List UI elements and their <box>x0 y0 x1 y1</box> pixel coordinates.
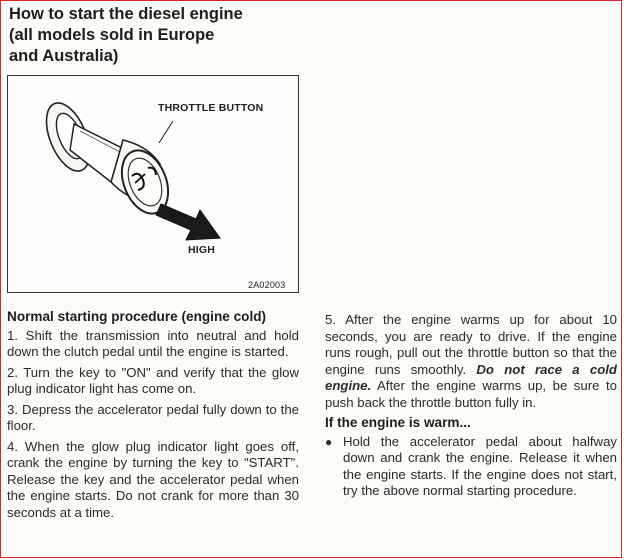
throttle-button-label: THROTTLE BUTTON <box>158 102 264 114</box>
title-line-1: How to start the diesel engine <box>9 5 243 23</box>
step-5 <box>325 312 617 411</box>
left-column <box>7 309 299 525</box>
bullet-icon: ● <box>325 434 333 449</box>
step-1: 1. Shift the transmission into neutral and hold down the clutch pedal until the engine is started. <box>7 327 299 359</box>
throttle-button-figure <box>7 75 299 293</box>
page-title <box>9 4 309 67</box>
title-line-3: and Australia) <box>9 47 119 65</box>
step-4: 4. When the glow plug indicator light goes off, crank the engine by turning the key to "START". Release the key and the accelerator pedal when the engine starts. Do not crank for more than 30 seconds at a time. <box>7 438 299 520</box>
right-column <box>325 312 617 500</box>
warm-engine-bullet-text: Hold the accelerator pedal about halfway down and crank the engine. Release it when the engine starts. If the engine does not start, try the above normal starting procedure. <box>343 433 617 498</box>
high-label: HIGH <box>188 244 216 256</box>
step-3: 3. Depress the accelerator pedal fully down to the floor. <box>7 401 299 433</box>
step-5-text-a: 5. After the engine warms up for about 10 seconds, you are ready to drive. If the engine runs rough, pull out the throttle button so that the engine runs smoothly. <box>325 312 617 377</box>
warm-engine-bullet <box>325 434 617 500</box>
title-line-2: (all models sold in Europe <box>9 26 215 44</box>
figure-code: 2A02003 <box>248 280 286 290</box>
normal-procedure-heading: Normal starting procedure (engine cold) <box>7 309 267 324</box>
step-5-text-b: After the engine warms up, be sure to push back the throttle button fully in. <box>325 378 617 410</box>
cold-engine-warning: Do not race a cold engine. <box>325 361 617 393</box>
warm-engine-heading: If the engine is warm... <box>325 415 471 430</box>
step-2: 2. Turn the key to "ON" and verify that the glow plug indicator light has come on. <box>7 364 299 396</box>
